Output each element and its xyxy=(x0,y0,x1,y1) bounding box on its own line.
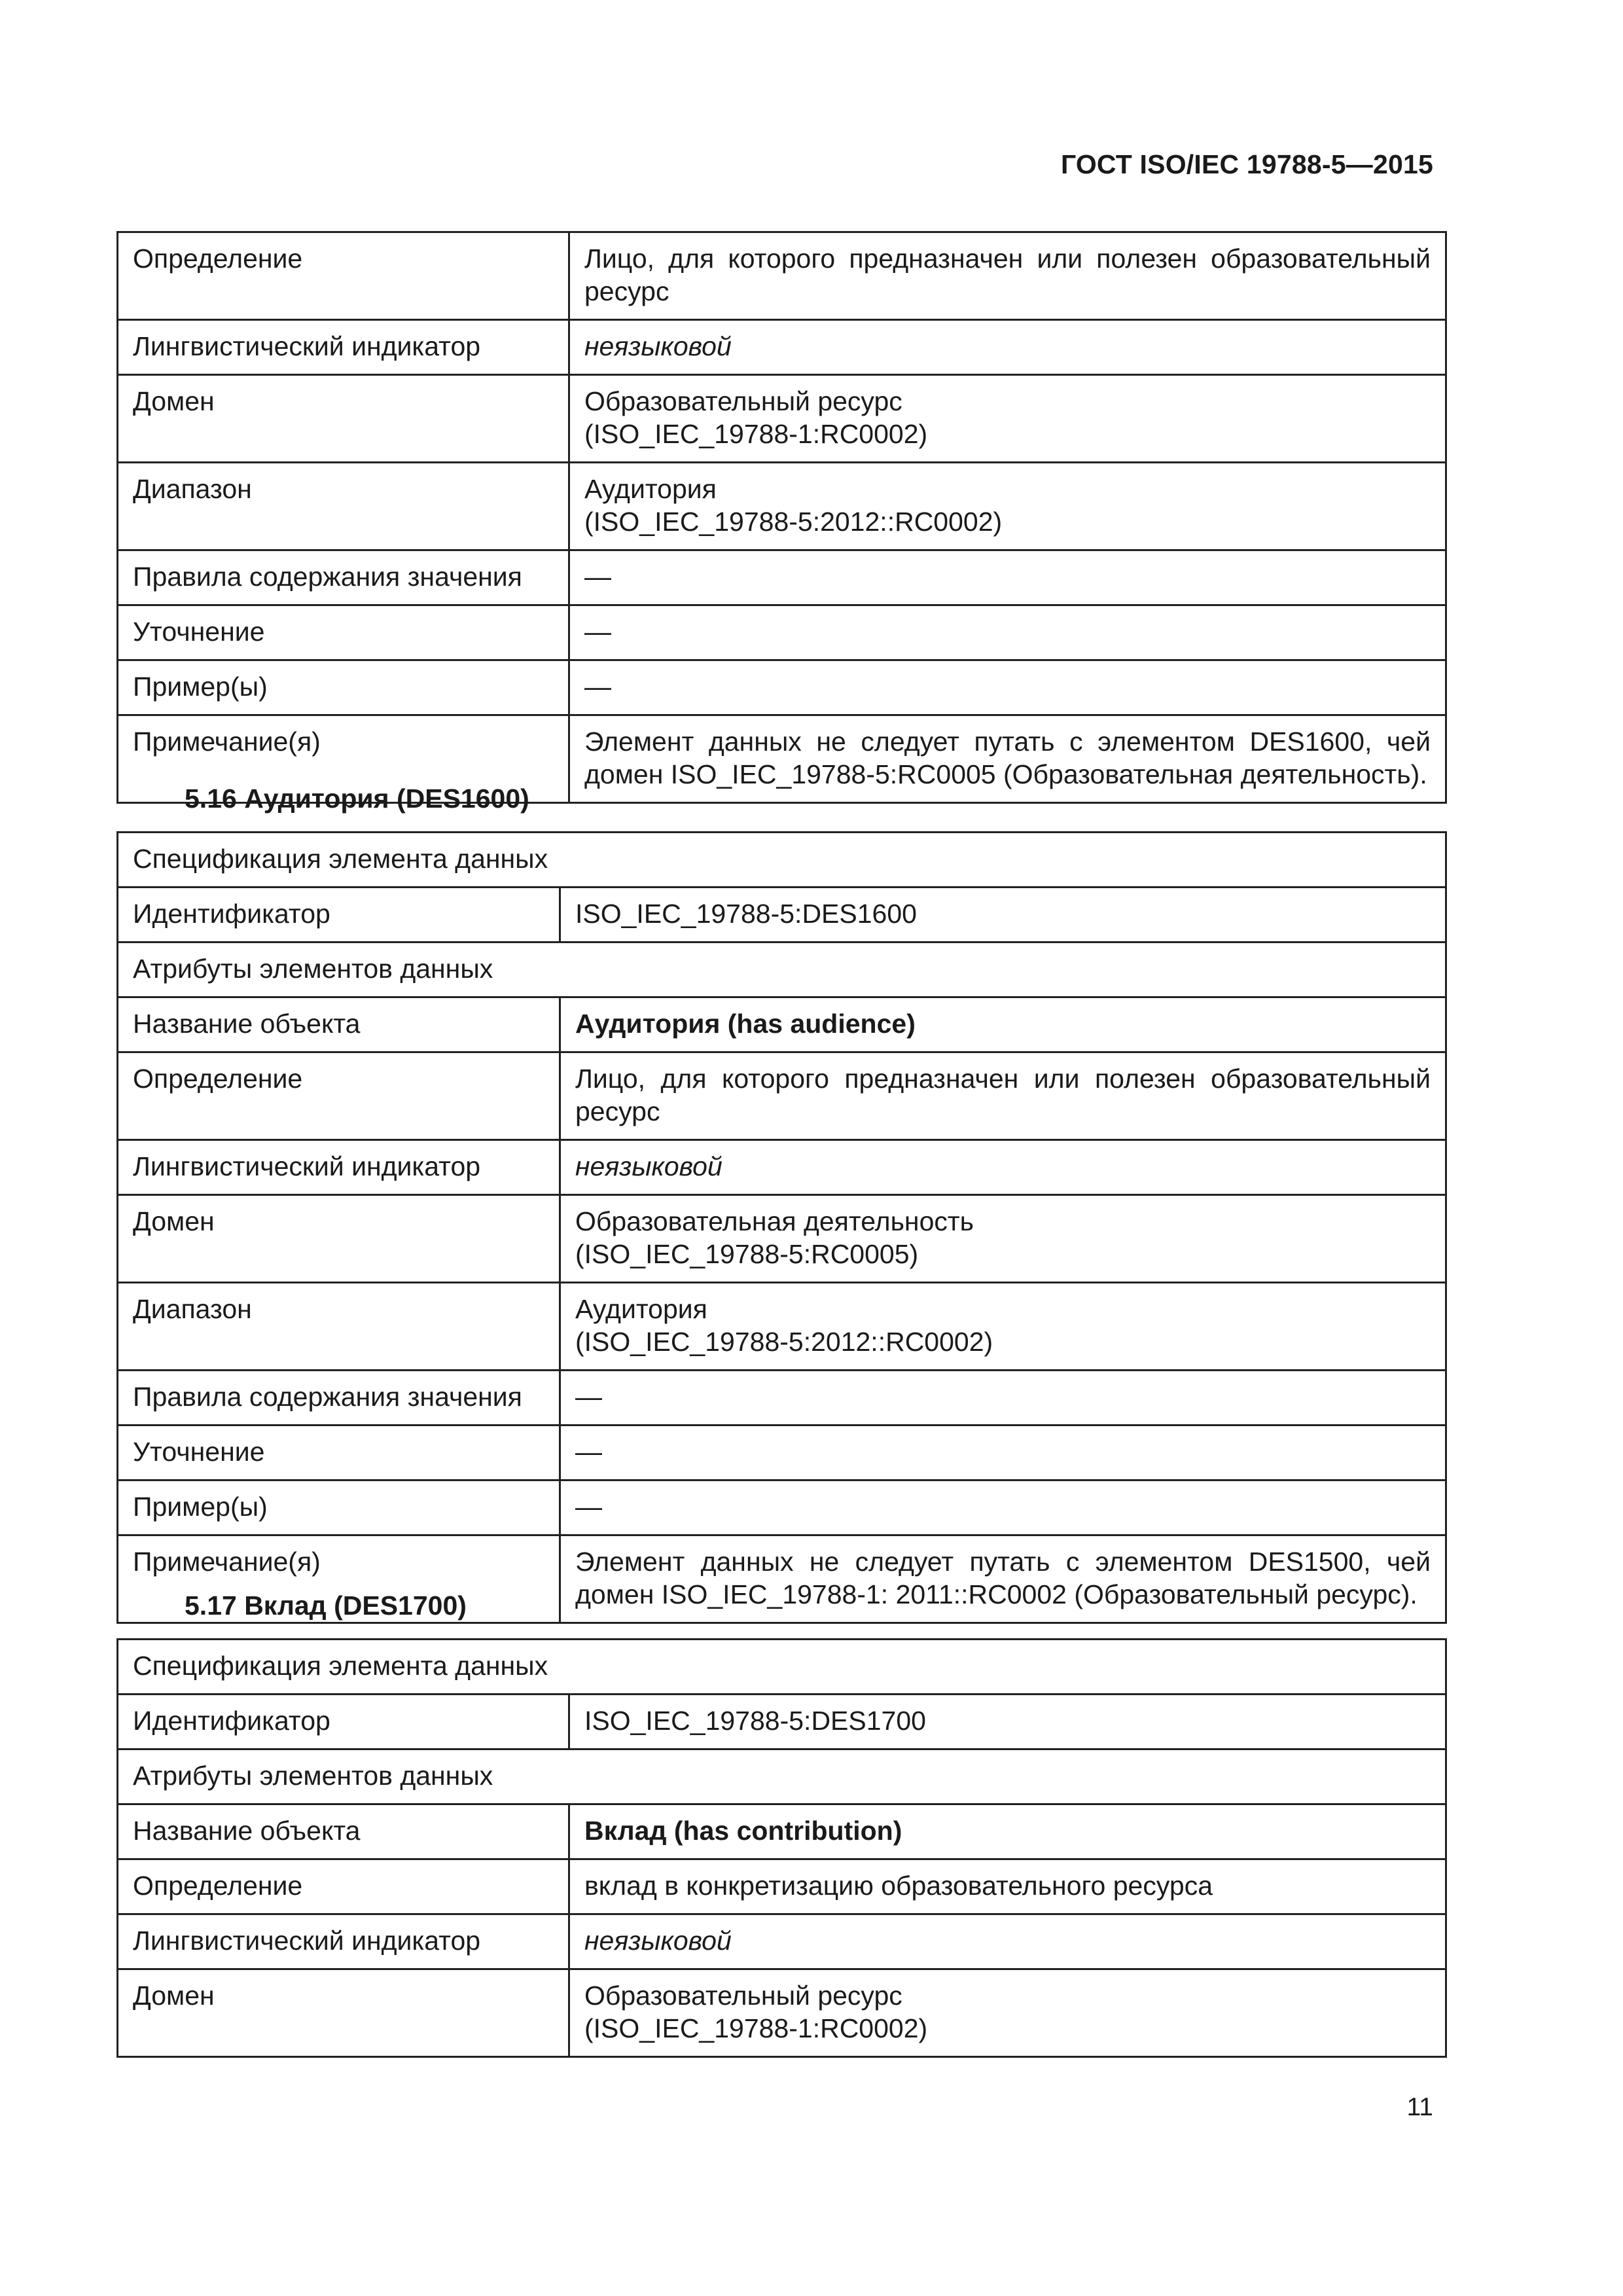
table-des1600 xyxy=(116,831,1447,1624)
table-row xyxy=(118,1426,1446,1480)
row-value-notes: Элемент данных не следует путать с элементом DES1600, чей домен ISO_IEC_19788-5:RC0005 (Образовательная деятельность). xyxy=(569,715,1446,803)
row-value-domain xyxy=(569,1969,1446,2057)
domain-name: Образовательная деятельность xyxy=(575,1206,974,1236)
row-label-examples: Пример(ы) xyxy=(118,660,569,715)
row-label-domain: Домен xyxy=(118,375,569,463)
domain-code: (ISO_IEC_19788-1:RC0002) xyxy=(584,419,928,449)
row-value-object-name: Вклад (has contribution) xyxy=(569,1804,1446,1859)
row-label-linguistic-indicator: Лингвистический индикатор xyxy=(118,1914,569,1969)
row-label-notes: Примечание(я) xyxy=(118,715,569,803)
row-value-refinement: — xyxy=(560,1426,1446,1480)
table-row xyxy=(118,1195,1446,1283)
row-value-examples: — xyxy=(569,660,1446,715)
page-number: 11 xyxy=(1406,2093,1433,2121)
row-value-value-rules: — xyxy=(569,550,1446,605)
table-row xyxy=(118,463,1446,550)
row-value-definition: вклад в конкретизацию образовательного ресурса xyxy=(569,1859,1446,1914)
row-value-range xyxy=(569,463,1446,550)
row-label-definition: Определение xyxy=(118,1052,560,1140)
row-value-range xyxy=(560,1283,1446,1371)
row-label-identifier: Идентификатор xyxy=(118,888,560,942)
row-label-definition: Определение xyxy=(118,1859,569,1914)
range-code: (ISO_IEC_19788-5:2012::RC0002) xyxy=(584,507,1003,537)
domain-name: Образовательный ресурс xyxy=(584,386,902,416)
table-row xyxy=(118,1804,1446,1859)
table-des1700 xyxy=(116,1638,1447,2058)
row-label-definition: Определение xyxy=(118,232,569,320)
table-row xyxy=(118,605,1446,660)
attributes-header: Атрибуты элементов данных xyxy=(118,1749,1446,1804)
row-label-domain: Домен xyxy=(118,1969,569,2057)
row-label-value-rules: Правила содержания значения xyxy=(118,1371,560,1426)
row-label-object-name: Название объекта xyxy=(118,997,560,1052)
domain-code: (ISO_IEC_19788-1:RC0002) xyxy=(584,2013,928,2043)
row-label-linguistic-indicator: Лингвистический индикатор xyxy=(118,1140,560,1195)
row-label-refinement: Уточнение xyxy=(118,605,569,660)
range-name: Аудитория xyxy=(584,474,717,504)
spec-header: Спецификация элемента данных xyxy=(118,833,1446,888)
table-row xyxy=(118,1914,1446,1969)
table-row xyxy=(118,888,1446,942)
table-row xyxy=(118,550,1446,605)
row-value-linguistic-indicator: неязыковой xyxy=(569,320,1446,375)
range-code: (ISO_IEC_19788-5:2012::RC0002) xyxy=(575,1327,993,1357)
table-row xyxy=(118,997,1446,1052)
table-row xyxy=(118,1695,1446,1749)
table-row xyxy=(118,1371,1446,1426)
table-row xyxy=(118,232,1446,320)
row-value-value-rules: — xyxy=(560,1371,1446,1426)
spec-header: Спецификация элемента данных xyxy=(118,1640,1446,1695)
domain-name: Образовательный ресурс xyxy=(584,1981,902,2011)
row-value-object-name: Аудитория (has audience) xyxy=(560,997,1446,1052)
row-value-identifier: ISO_IEC_19788-5:DES1700 xyxy=(569,1695,1446,1749)
row-value-notes: Элемент данных не следует путать с элементом DES1500, чей домен ISO_IEC_19788-1: 2011::RC0002 (Образовательный ресурс). xyxy=(560,1535,1446,1623)
page-header-standard: ГОСТ ISO/IEC 19788-5—2015 xyxy=(1060,149,1433,179)
table-row xyxy=(118,1749,1446,1804)
row-value-refinement: — xyxy=(569,605,1446,660)
row-label-linguistic-indicator: Лингвистический индикатор xyxy=(118,320,569,375)
row-value-definition: Лицо, для которого предназначен или полезен образовательный ресурс xyxy=(569,232,1446,320)
table-row xyxy=(118,833,1446,888)
row-value-domain xyxy=(560,1195,1446,1283)
row-value-examples: — xyxy=(560,1480,1446,1535)
table-continued xyxy=(116,231,1447,804)
row-value-linguistic-indicator: неязыковой xyxy=(569,1914,1446,1969)
row-value-domain xyxy=(569,375,1446,463)
row-value-definition: Лицо, для которого предназначен или полезен образовательный ресурс xyxy=(560,1052,1446,1140)
table-row xyxy=(118,660,1446,715)
range-name: Аудитория xyxy=(575,1294,707,1324)
table-row xyxy=(118,942,1446,997)
row-label-range: Диапазон xyxy=(118,463,569,550)
table-row xyxy=(118,1969,1446,2057)
row-value-identifier: ISO_IEC_19788-5:DES1600 xyxy=(560,888,1446,942)
table-row xyxy=(118,1859,1446,1914)
section-title-5-16: 5.16 Аудитория (DES1600) xyxy=(185,783,529,814)
row-label-identifier: Идентификатор xyxy=(118,1695,569,1749)
table-row xyxy=(118,320,1446,375)
table-row xyxy=(118,1140,1446,1195)
table-row xyxy=(118,375,1446,463)
row-label-examples: Пример(ы) xyxy=(118,1480,560,1535)
row-label-domain: Домен xyxy=(118,1195,560,1283)
table-row xyxy=(118,1052,1446,1140)
table-row xyxy=(118,1480,1446,1535)
row-label-range: Диапазон xyxy=(118,1283,560,1371)
row-label-value-rules: Правила содержания значения xyxy=(118,550,569,605)
row-label-object-name: Название объекта xyxy=(118,1804,569,1859)
section-title-5-17: 5.17 Вклад (DES1700) xyxy=(185,1590,467,1621)
table-row xyxy=(118,1640,1446,1695)
row-label-notes: Примечание(я) xyxy=(118,1535,560,1623)
domain-code: (ISO_IEC_19788-5:RC0005) xyxy=(575,1239,919,1269)
row-value-linguistic-indicator: неязыковой xyxy=(560,1140,1446,1195)
table-row xyxy=(118,1283,1446,1371)
row-label-refinement: Уточнение xyxy=(118,1426,560,1480)
attributes-header: Атрибуты элементов данных xyxy=(118,942,1446,997)
